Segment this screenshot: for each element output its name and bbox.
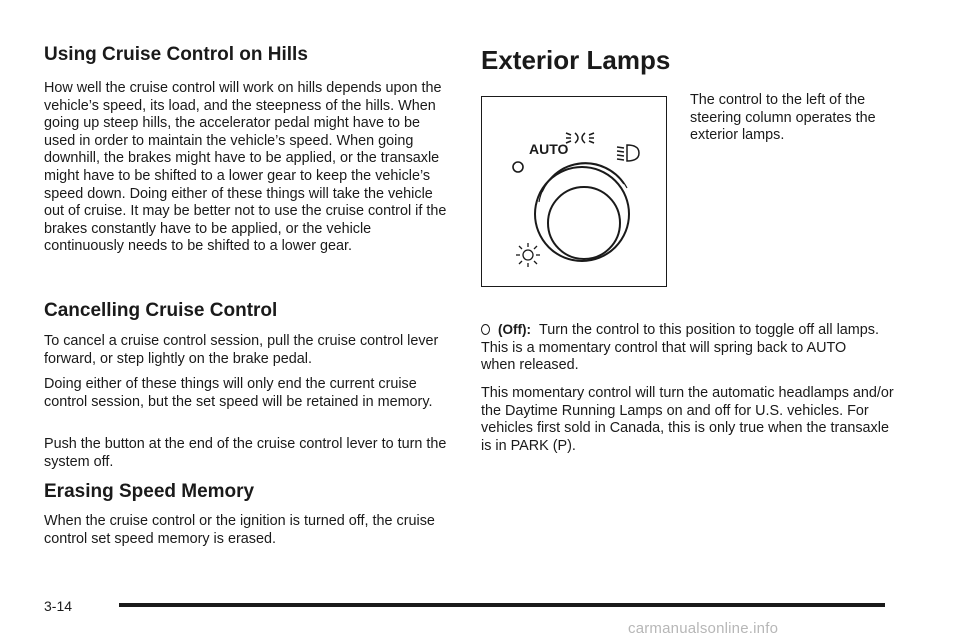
cancel-paragraph-1: To cancel a cruise control session, pull the cruise control lever forward, or step lightly on the brake pedal. (44, 333, 439, 367)
erase-heading: Erasing Speed Memory (44, 481, 255, 502)
off-description (481, 321, 881, 375)
cancel-paragraph-2: Doing either of these things will only end the current cruise control session, but the set speed will be retained in memory. (44, 376, 433, 410)
hills-paragraph: How well the cruise control will work on hills depends upon the vehicle’s speed, its load, and the steepness of the hills. When going up steep hills, the accelerator pedal might have to be used in order to maintain the vehicle’s speed. When going downhill, the brakes might have to be applied, or the transaxle might have to be shifted to a lower gear to keep the vehicle’s speed down. Doing either of these things will take the vehicle out of cruise. It may be better not to use the cruise control if the brakes constantly have to be applied, or the vehicle continuously needs to be shifted to a lower gear. (44, 80, 447, 255)
hills-heading: Using Cruise Control on Hills (44, 44, 308, 65)
cancel-paragraph-3: Push the button at the end of the cruise control lever to turn the system off. (44, 436, 447, 470)
interior-lamp-icon (516, 243, 540, 267)
figure-caption: The control to the left of the steering column operates the exterior lamps. (690, 92, 876, 144)
exterior-lamps-heading: Exterior Lamps (481, 45, 671, 75)
lamp-knob-inner (548, 187, 620, 259)
figure-auto-label: AUTO (529, 141, 569, 157)
headlamp-icon (617, 145, 639, 161)
page-number: 3-14 (44, 598, 73, 614)
parking-lamp-icon (566, 133, 594, 143)
erase-paragraph: When the cruise control or the ignition is turned off, the cruise control set speed memory is erased. (44, 513, 435, 547)
watermark-text: carmanualsonline.info (628, 620, 779, 637)
exterior-lamp-control-figure (481, 96, 667, 287)
off-symbol-icon (481, 324, 490, 335)
footer-rule (119, 603, 885, 607)
off-position-icon (513, 162, 523, 172)
off-text: Turn the control to this position to toggle off all lamps. This is a momentary control that will spring back to AUTO when released. (481, 322, 879, 374)
lamp-control-illustration (482, 97, 665, 285)
cancel-heading: Cancelling Cruise Control (44, 300, 278, 321)
momentary-paragraph: This momentary control will turn the automatic headlamps and/or the Daytime Running Lamps on and off for U.S. vehicles. For vehicles first sold in Canada, this is only true when the transaxle is in PARK (P). (481, 385, 894, 454)
off-label: (Off): (498, 322, 531, 337)
